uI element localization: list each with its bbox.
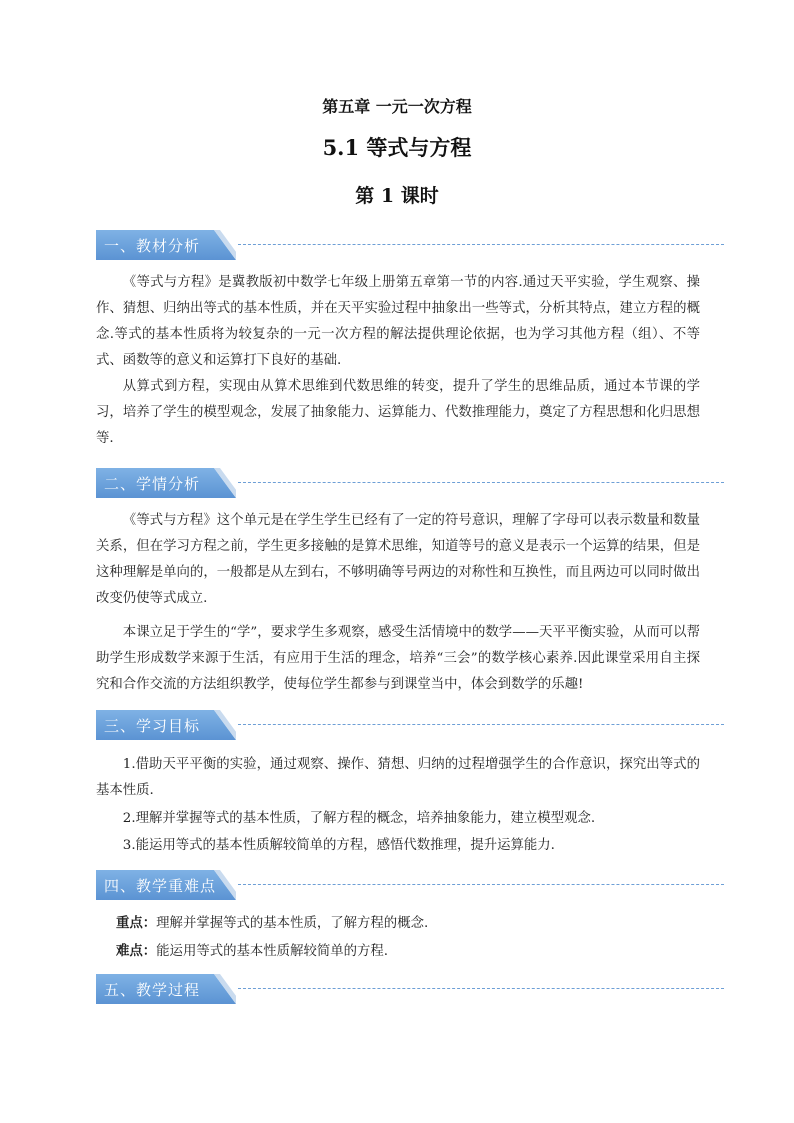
section-header-learning-goals <box>96 710 724 740</box>
difficulty-text: 能运用等式的基本性质解较简单的方程. <box>156 944 389 959</box>
dashed-divider <box>238 482 724 483</box>
paragraph: 本课立足于学生的“学”，要求学生多观察，感受生活情境中的数学——天平平衡实验，从而可以帮助学生形成数学来源于生活，有应用于生活的理念，培养“三会”的数学核心素养.因此课堂采用自主探究和合作交流的方法组织教学，使每位学生都参与到课堂当中，体会到数学的乐趣! <box>96 625 700 692</box>
chapter-title: 第五章 一元一次方程 <box>322 97 472 116</box>
key-point-text: 理解并掌握等式的基本性质，了解方程的概念. <box>156 916 429 931</box>
section-header-key-points <box>96 870 724 900</box>
goal-item: 1.借助天平平衡的实验，通过观察、操作、猜想、归纳的过程增强学生的合作意识，探究出等式的基本性质. <box>96 757 700 798</box>
difficulty-line: 难点：能运用等式的基本性质解较简单的方程. <box>116 943 389 959</box>
dashed-divider <box>238 724 724 725</box>
key-point-label: 重点 <box>116 915 143 931</box>
dashed-divider <box>238 244 724 245</box>
paragraph: 从算式到方程，实现由从算术思维到代数思维的转变，提升了学生的思维品质，通过本节课的学习，培养了学生的模型观念，发展了抽象能力、运算能力、代数推理能力，奠定了方程思想和化归思想等. <box>96 379 700 446</box>
paragraph: 《等式与方程》是冀教版初中数学七年级上册第五章第一节的内容.通过天平实验，学生观察、操作、猜想、归纳出等式的基本性质，并在天平实验过程中抽象出一些等式，分析其特点，建立方程的概念.等式的基本性质将为较复杂的一元一次方程的解法提供理论依据，也为学习其他方程（组）、不等式、函数等的意义和运算打下良好的基础. <box>96 275 700 368</box>
section-header-textbook-analysis <box>96 230 724 260</box>
section-header-label: 五、教学过程 <box>104 981 201 999</box>
section-header-teaching-process <box>96 974 724 1004</box>
goal-item: 3.能运用等式的基本性质解较简单的方程，感悟代数推理，提升运算能力. <box>122 838 555 853</box>
paragraph: 《等式与方程》这个单元是在学生学生已经有了一定的符号意识，理解了字母可以表示数量和数量关系，但在学习方程之前，学生更多接触的是算术思维，知道等号的意义是表示一个运算的结果，但是这种理解是单向的，一般都是从左到右，不够明确等号两边的对称性和互换性，而且两边可以同时做出改变仍使等式成立. <box>96 513 700 606</box>
key-point-line: 重点：理解并掌握等式的基本性质，了解方程的概念. <box>116 915 429 931</box>
section-header-label: 一、教材分析 <box>104 237 201 255</box>
difficulty-label: 难点 <box>116 943 143 959</box>
section-header-student-analysis <box>96 468 724 498</box>
section-title: 5.1 等式与方程 <box>322 135 472 160</box>
section-header-label: 二、学情分析 <box>104 475 201 493</box>
lesson-title: 第 1 课时 <box>355 185 439 207</box>
dashed-divider <box>238 988 724 989</box>
section-header-label: 四、教学重难点 <box>104 877 217 895</box>
section-header-label: 三、学习目标 <box>104 717 201 735</box>
dashed-divider <box>238 884 724 885</box>
goal-item: 2.理解并掌握等式的基本性质，了解方程的概念，培养抽象能力，建立模型观念. <box>122 811 596 826</box>
